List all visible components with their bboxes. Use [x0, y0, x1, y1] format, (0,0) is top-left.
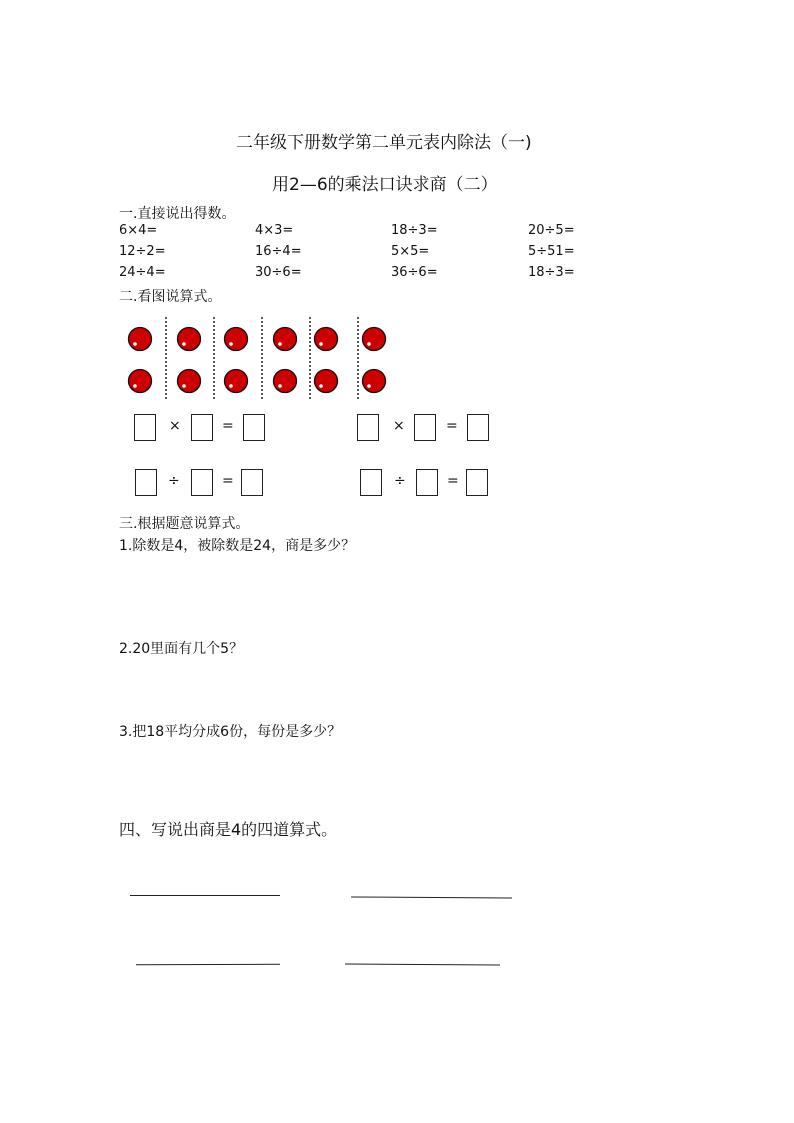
answer-line[interactable] — [130, 895, 280, 896]
page-title: 二年级下册数学第二单元表内除法（一) — [236, 133, 532, 153]
equals-sign: = — [447, 473, 459, 489]
times-sign: × — [393, 418, 405, 434]
times-sign: × — [169, 418, 181, 434]
red-ball — [274, 328, 297, 351]
ball-highlight — [367, 384, 371, 388]
ball-highlight — [229, 342, 233, 346]
page-subtitle: 用2—6的乘法口诀求商（二） — [272, 175, 498, 195]
ball-highlight — [319, 384, 323, 388]
question-2: 2.20里面有几个5？ — [119, 641, 244, 657]
ball-highlight — [278, 384, 282, 388]
ball-highlight — [133, 384, 137, 388]
equation-cell: 24÷4= — [119, 265, 166, 280]
ball-highlight — [278, 342, 282, 346]
answer-box[interactable] — [191, 469, 213, 496]
equation-cell: 6×4= — [119, 223, 158, 238]
section1-heading: 一.直接说出得数。 — [119, 206, 236, 222]
section4-heading: 四、写说出商是4的四道算式。 — [119, 820, 338, 839]
balls — [129, 328, 386, 393]
equation-cell: 36÷6= — [391, 265, 438, 280]
equation-cell: 18÷3= — [391, 223, 438, 238]
equals-sign: = — [446, 418, 458, 434]
answer-box[interactable] — [134, 414, 156, 441]
answer-box[interactable] — [466, 469, 488, 496]
ball-highlight — [133, 342, 137, 346]
answer-box[interactable] — [467, 414, 489, 441]
red-ball — [363, 370, 386, 393]
red-ball — [315, 370, 338, 393]
ball-highlight — [229, 384, 233, 388]
equation-cell: 12÷2= — [119, 244, 166, 259]
equals-sign: = — [222, 473, 234, 489]
question-3: 3.把18平均分成6份，每份是多少？ — [119, 724, 342, 740]
red-ball — [274, 370, 297, 393]
answer-box[interactable] — [191, 414, 213, 441]
equation-cell: 30÷6= — [255, 265, 302, 280]
answer-box[interactable] — [414, 414, 436, 441]
equation-cell: 16÷4= — [255, 244, 302, 259]
section3-heading: 三.根据题意说算式。 — [119, 516, 250, 532]
red-ball — [129, 328, 152, 351]
equation-cell: 5×5= — [391, 244, 430, 259]
equation-cell: 18÷3= — [528, 265, 575, 280]
ball-picture — [110, 315, 410, 405]
ball-highlight — [182, 384, 186, 388]
red-ball — [129, 370, 152, 393]
equation-cell: 5÷51= — [528, 244, 575, 259]
answer-box[interactable] — [243, 414, 265, 441]
answer-line[interactable] — [345, 963, 500, 965]
answer-box[interactable] — [357, 414, 379, 441]
divide-sign: ÷ — [168, 473, 180, 489]
red-ball — [178, 370, 201, 393]
equals-sign: = — [222, 418, 234, 434]
ball-highlight — [319, 342, 323, 346]
equation-cell: 20÷5= — [528, 223, 575, 238]
question-1: 1.除数是4，被除数是24，商是多少？ — [119, 538, 356, 554]
ball-highlight — [367, 342, 371, 346]
answer-box[interactable] — [241, 469, 263, 496]
divide-sign: ÷ — [394, 473, 406, 489]
answer-line[interactable] — [351, 896, 512, 898]
ball-highlight — [182, 342, 186, 346]
answer-box[interactable] — [416, 469, 438, 496]
red-ball — [178, 328, 201, 351]
answer-box[interactable] — [135, 469, 157, 496]
red-ball — [225, 328, 248, 351]
red-ball — [225, 370, 248, 393]
answer-line[interactable] — [136, 964, 280, 966]
section2-heading: 二.看图说算式。 — [119, 289, 222, 305]
equation-cell: 4×3= — [255, 223, 294, 238]
red-ball — [363, 328, 386, 351]
answer-box[interactable] — [360, 469, 382, 496]
red-ball — [315, 328, 338, 351]
